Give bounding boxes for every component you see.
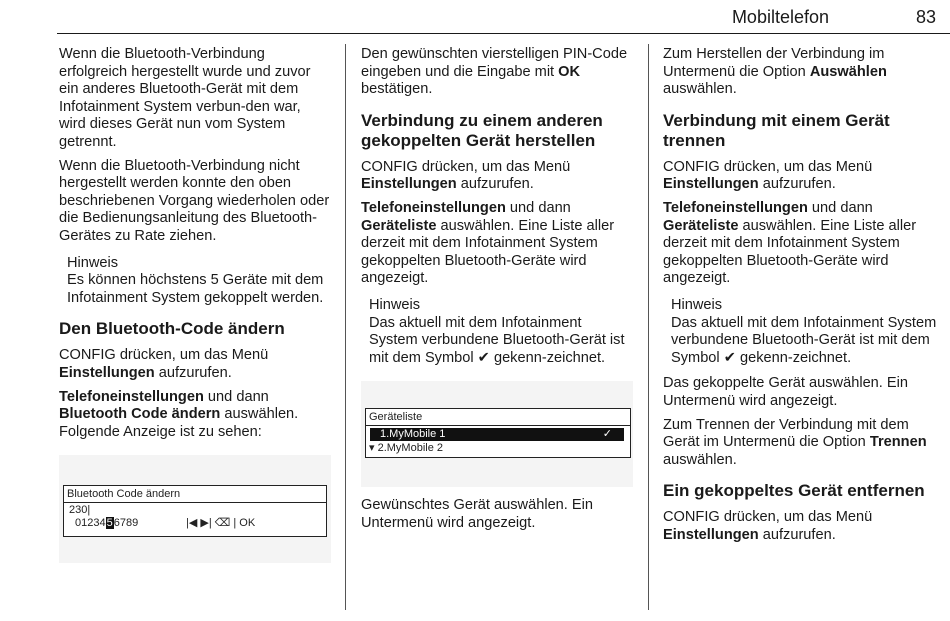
note-text: Es können höchstens 5 Geräte mit dem Infotainment System gekoppelt werden. (67, 272, 324, 306)
paragraph: Wenn die Bluetooth-Verbindung erfolgreich hergestellt wurde und zuvor ein anderes Bluetooth-Gerät mit dem Infotainment System verbun-den war, wird dieses Gerät nun vom System getrennt. (59, 46, 311, 150)
paragraph: Das gekoppelte Gerät auswählen. Ein Untermenü wird angezeigt. (663, 375, 909, 409)
display-title-rule (366, 425, 630, 426)
paragraph: Telefoneinstellungen und dann Geräteliste auswählen. Eine Liste aller derzeit mit dem Infotainment System gekoppelten Bluetooth-Geräte wird angezeigt. (663, 199, 917, 287)
paragraph: CONFIG drücken, um das Menü Einstellungen aufzurufen. (59, 347, 269, 381)
note (671, 297, 943, 367)
note-title: Hinweis (67, 254, 119, 271)
column-3 (663, 46, 943, 550)
column-2 (361, 46, 633, 539)
paragraph: Telefoneinstellungen und dann Bluetooth Code ändern auswählen. Folgende Anzeige ist zu sehen: (59, 388, 299, 440)
display-screen (63, 485, 327, 537)
header-rule (57, 33, 950, 34)
paragraph: CONFIG drücken, um das Menü Einstellungen aufzurufen. (663, 158, 873, 193)
display-title: Geräteliste (369, 411, 423, 424)
page-number: 83 (915, 7, 936, 27)
section-title: Mobiltelefon (731, 7, 829, 27)
paragraph: Zum Trennen der Verbindung mit dem Gerät im Untermenü die Option Trennen auswählen. (663, 416, 927, 468)
section-heading: Den Bluetooth-Code ändern (59, 319, 285, 339)
paragraph: CONFIG drücken, um das Menü Einstellungen aufzurufen. (361, 158, 571, 193)
display-screen (365, 408, 631, 458)
note-text: Das aktuell mit dem Infotainment System verbundene Bluetooth-Gerät ist mit dem Symbol ✔ gekenn-zeichnet. (671, 314, 937, 366)
device-item-2: ▾ 2.MyMobile 2 (369, 442, 443, 455)
display-title: Bluetooth Code ändern (67, 488, 181, 501)
section-heading: Verbindung zu einem anderen gekoppelten Gerät herstellen (361, 110, 603, 150)
paragraph: Telefoneinstellungen und dann Geräteliste auswählen. Eine Liste aller derzeit mit dem Infotainment System gekoppelten Bluetooth-Geräte wird angezeigt. (361, 199, 615, 287)
display-digit-row: 0123456789 (75, 517, 139, 530)
column-1 (59, 46, 331, 573)
device-item-1: 1.MyMobile 1 (380, 428, 446, 441)
paragraph: Zum Herstellen der Verbindung im Untermenü die Option Auswählen auswählen. (663, 46, 887, 98)
column-divider-2 (648, 44, 649, 610)
display-code-value: 230| (69, 504, 91, 517)
checkmark-icon: ✓ (602, 428, 612, 441)
page-header (0, 0, 950, 34)
section-heading: Verbindung mit einem Gerät trennen (663, 110, 890, 150)
paragraph: Wenn die Bluetooth-Verbindung nicht hergestellt werden konnte den oben beschriebenen Vorgang wiederholen oder die Bedienungsanleitung des Bluetooth-Gerätes zu Rate ziehen. (59, 157, 330, 244)
display-controls: |◀ ▶| ⌫ | OK (186, 517, 256, 530)
display-illustration-device-list (361, 381, 633, 487)
paragraph: CONFIG drücken, um das Menü Einstellungen aufzurufen. (663, 509, 873, 543)
note (369, 297, 633, 367)
selected-device-row (370, 428, 624, 441)
selected-digit: 5 (106, 517, 113, 530)
display-illustration-bluetooth-code (59, 455, 331, 563)
note-text: Das aktuell mit dem Infotainment System verbundene Bluetooth-Gerät ist mit dem Symbol ✔ gekenn-zeichnet. (369, 314, 625, 366)
note-title: Hinweis (369, 296, 421, 313)
paragraph: Gewünschtes Gerät auswählen. Ein Untermenü wird angezeigt. (361, 497, 594, 531)
section-heading: Ein gekoppeltes Gerät entfernen (663, 481, 925, 501)
display-title-rule (64, 502, 326, 503)
note-title: Hinweis (671, 296, 723, 313)
column-divider-1 (345, 44, 346, 610)
note (67, 255, 331, 308)
paragraph: Den gewünschten vierstelligen PIN-Code eingeben und die Eingabe mit OK bestätigen. (361, 46, 628, 98)
